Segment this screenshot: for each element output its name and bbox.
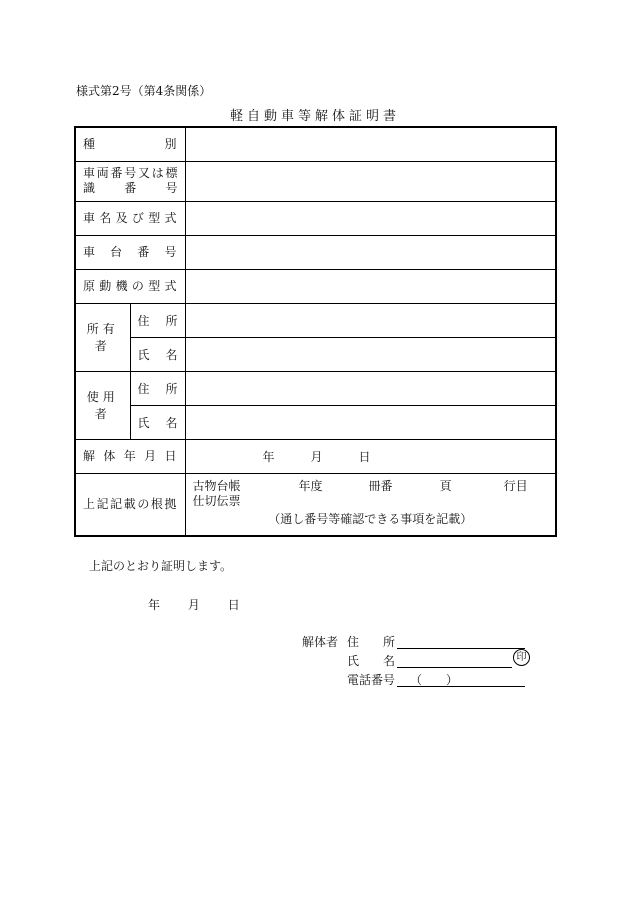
label-owner-name: 氏名	[130, 337, 185, 371]
field-owner-address[interactable]	[185, 303, 556, 337]
dismantler-label: 解体者	[302, 635, 339, 649]
issue-day-unit: 日	[227, 598, 240, 612]
date-day-unit: 日	[358, 449, 371, 464]
dismantler-name-label: 氏 名	[347, 654, 396, 668]
field-user-name[interactable]	[185, 405, 556, 439]
basis-ledger: 古物台帳	[192, 478, 241, 493]
label-vehicle-name: 車名及び型式	[75, 201, 185, 235]
basis-slip: 仕切伝票	[192, 493, 241, 508]
certify-statement: 上記のとおり証明します。	[89, 559, 233, 573]
basis-note: （通し番号等確認できる事項を記載）	[268, 511, 473, 526]
dismantler-name-line[interactable]	[397, 667, 512, 668]
date-month-unit: 月	[310, 449, 323, 464]
dismantler-address-line[interactable]	[397, 648, 525, 649]
issue-date[interactable]	[148, 596, 240, 613]
form-number: 様式第2号（第4条関係）	[76, 84, 212, 98]
issue-year-unit: 年	[148, 598, 161, 612]
field-dismantle-date[interactable]	[185, 439, 556, 473]
dismantler-phone-line[interactable]	[397, 686, 525, 687]
field-type[interactable]	[185, 127, 556, 161]
label-type: 種 別	[75, 127, 185, 161]
seal-icon: 印	[513, 649, 530, 666]
certificate-table	[74, 126, 557, 537]
label-dismantle-date: 解体年月日	[75, 439, 185, 473]
label-owner-address: 住所	[130, 303, 185, 337]
label-user-address: 住所	[130, 371, 185, 405]
label-chassis-number: 車台番号	[75, 235, 185, 269]
field-basis[interactable]	[185, 473, 556, 536]
label-user-name: 氏名	[130, 405, 185, 439]
field-owner-name[interactable]	[185, 337, 556, 371]
field-vehicle-name[interactable]	[185, 201, 556, 235]
document-title: 軽自動車等解体証明書	[229, 109, 400, 124]
basis-volume: 冊番	[368, 478, 393, 493]
field-engine-model[interactable]	[185, 269, 556, 303]
basis-year: 年度	[298, 478, 323, 493]
label-engine-model: 原動機の型式	[75, 269, 185, 303]
field-chassis-number[interactable]	[185, 235, 556, 269]
phone-area-code-parens: （ ）	[410, 673, 459, 687]
label-basis: 上記記載の根拠	[75, 473, 185, 536]
label-user: 使用者	[75, 371, 130, 439]
dismantler-address-label: 住 所	[347, 635, 396, 649]
field-vehicle-number[interactable]	[185, 161, 556, 201]
basis-line: 行目	[503, 478, 528, 493]
dismantler-phone-label: 電話番号	[347, 673, 396, 687]
field-user-address[interactable]	[185, 371, 556, 405]
basis-page: 頁	[439, 478, 452, 493]
date-year-unit: 年	[262, 449, 275, 464]
label-owner: 所有者	[75, 303, 130, 371]
issue-month-unit: 月	[187, 598, 200, 612]
label-vehicle-number: 車両番号又は標識番号	[75, 161, 185, 201]
